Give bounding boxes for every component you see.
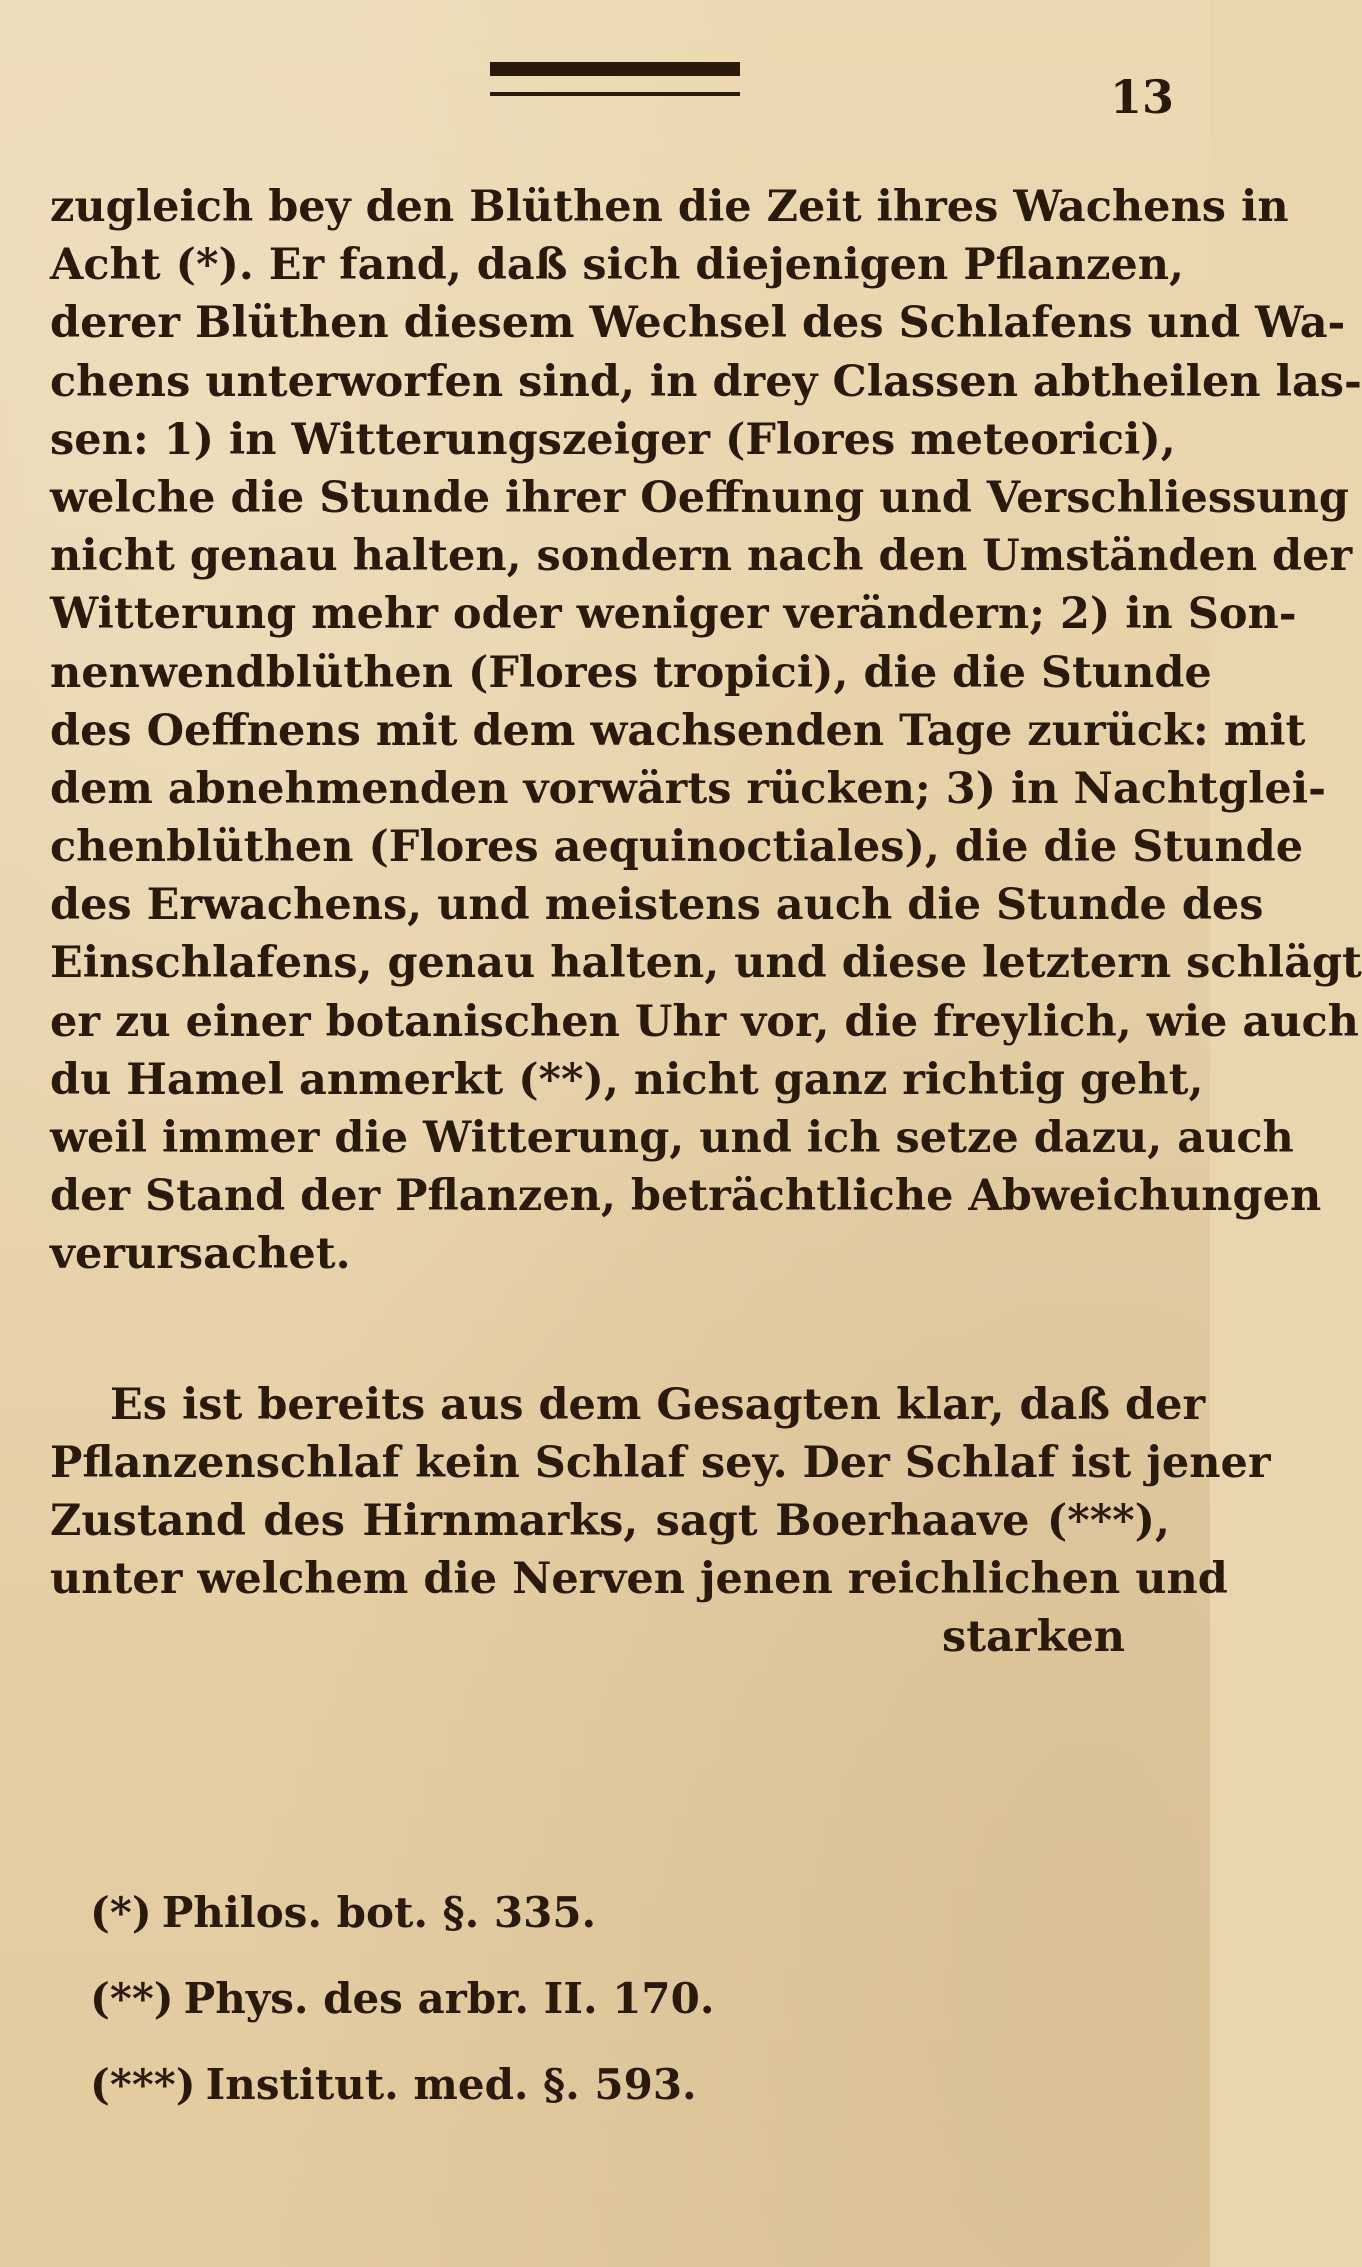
page-number: 13 [1110,70,1175,124]
text-line: dem abnehmenden vorwärts rücken; 3) in Nachtglei- [50,763,1326,814]
text-line: des Erwachens, und meistens auch die Stunde des [50,880,1264,931]
footnote-2 [90,1956,990,2042]
footnotes [90,1870,990,2128]
text-line: nicht genau halten, sondern nach den Umständen der [50,531,1353,582]
text-line: chenblüthen (Flores aequinoctiales), die die Stunde [50,822,1304,873]
text-line: der Stand der Pflanzen, beträchtliche Abweichungen [50,1171,1322,1222]
paragraph-2 [50,1376,1271,1667]
text-line: Einschlafens, genau halten, und diese letztern schlägt [50,938,1362,989]
text-line: welche die Stunde ihrer Oeffnung und Verschliessung [50,472,1349,523]
footnote-text: Institut. med. §. 593. [205,2060,697,2109]
header-rule-thick [490,62,740,76]
catchword: starken [941,1612,1125,1663]
text-line: Zustand des Hirnmarks, sagt Boerhaave (***), [50,1495,1170,1546]
body-text [50,178,1362,1667]
footnote-text: Philos. bot. §. 335. [161,1888,597,1937]
footnote-marker: (*) [90,1888,152,1937]
text-line: sen: 1) in Witterungszeiger (Flores meteorici), [50,414,1176,465]
text-line: Es ist bereits aus dem Gesagten klar, daß der [110,1379,1206,1430]
text-line: des Oeffnens mit dem wachsenden Tage zurück: mit [50,705,1306,756]
footnote-1 [90,1870,990,1956]
text-line: derer Blüthen diesem Wechsel des Schlafens und Wa- [50,298,1346,349]
footnote-3 [90,2042,990,2128]
text-line: unter welchem die Nerven jenen reichlichen und [50,1554,1228,1605]
text-line: du Hamel anmerkt (**), nicht ganz richtig geht, [50,1054,1204,1105]
text-line: verursachet. [50,1229,351,1280]
text-line: er zu einer botanischen Uhr vor, die freylich, wie auch [50,996,1359,1047]
paragraph-gap [50,1284,1170,1376]
footnote-text: Phys. des arbr. II. 170. [183,1974,715,2023]
text-line: Witterung mehr oder weniger verändern; 2) in Son- [50,589,1297,640]
text-line: Pflanzenschlaf kein Schlaf sey. Der Schlaf ist jener [50,1437,1271,1488]
header-rule-thin [490,92,740,96]
paragraph-1 [50,178,1362,1284]
text-line: nenwendblüthen (Flores tropici), die die Stunde [50,647,1212,698]
text-line: Acht (*). Er fand, daß sich diejenigen Pflanzen, [50,240,1184,291]
text-line: chens unterworfen sind, in drey Classen abtheilen las- [50,356,1362,407]
footnote-marker: (**) [90,1974,174,2023]
text-line: weil immer die Witterung, und ich setze dazu, auch [50,1113,1294,1163]
text-line: zugleich bey den Blüthen die Zeit ihres Wachens in [50,182,1289,232]
footnote-marker: (***) [90,2060,196,2109]
